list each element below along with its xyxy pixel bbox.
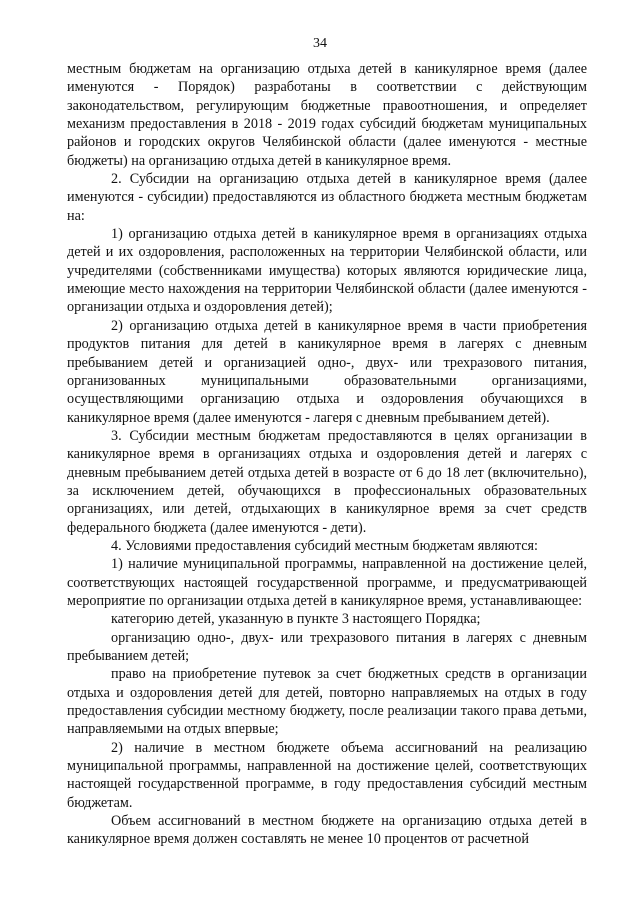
paragraph-allocation-volume: Объем ассигнований в местном бюджете на организацию отдыха детей в каникулярное время должен составлять не менее 10 процентов от расчетной <box>67 813 587 848</box>
paragraph-subitem-2-1: 1) организацию отдыха детей в каникулярное время в организациях отдыха детей и их оздоровления, расположенных на территории Челябинской области, или учредителями (собственниками имущества) которых являются юридические лица, имеющие место нахождения на территории Челябинской области (далее именуются - организации отдыха и оздоровления детей); <box>67 226 587 316</box>
paragraph-category: категорию детей, указанную в пункте 3 настоящего Порядка; <box>111 611 481 628</box>
paragraph-subitem-4-1: 1) наличие муниципальной программы, направленной на достижение целей, соответствующих настоящей государственной программе, и предусматривающей мероприятие по организации отдыха детей в каникулярное время, устанавливающее: <box>67 556 587 609</box>
paragraph-vouchers: право на приобретение путевок за счет бюджетных средств в организации отдыха и оздоровления детей для детей, повторно направляемых на отдых в году предоставления субсидии местному бюджету, после реализации такого права детьми, направляемыми на отдых впервые; <box>67 666 587 738</box>
paragraph-subitem-2-2: 2) организацию отдыха детей в каникулярное время в части приобретения продуктов питания для детей в каникулярное время в лагерях с дневным пребыванием детей и организацией одно-, двух- или трехразового питания, организованных муниципальными образовательными организациями, осуществляющими организацию отдыха и оздоровления обучающихся в каникулярное время (далее именуются - лагеря с дневным пребыванием детей). <box>67 317 587 426</box>
paragraph-intro: местным бюджетам на организацию отдыха детей в каникулярное время (далее именуются - Порядок) разработаны в соответствии с действующим законодательством, регулирующим бюджетные правоотношения, и определяет механизм предоставления в 2018 - 2019 годах субсидий бюджетам муниципальных районов и городских округов Челябинской области (далее именуются - местные бюджеты) на организацию отдыха детей в каникулярное время. <box>67 61 587 169</box>
paragraph-item-4: 4. Условиями предоставления субсидий местным бюджетам являются: <box>111 537 538 554</box>
paragraph-item-3: 3. Субсидии местным бюджетам предоставляются в целях организации в каникулярное время в организациях отдыха и оздоровления детей и лагерях с дневным пребыванием детей отдыха детей в возрасте от 6 до 18 лет (включительно), за исключением детей, обучающихся в профессиональных образовательных организациях, или детей, отдыхающих в каникулярное время за счет средств федерального бюджета (далее именуются - дети). <box>67 427 587 536</box>
paragraph-item-2: 2. Субсидии на организацию отдыха детей в каникулярное время (далее именуются - субсидии) предоставляются из областного бюджета местным бюджетам на: <box>67 171 587 224</box>
paragraph-meals: организацию одно-, двух- или трехразового питания в лагерях с дневным пребыванием детей; <box>67 629 587 664</box>
document-body <box>67 60 587 849</box>
page-number: 34 <box>313 36 327 51</box>
paragraph-subitem-4-2: 2) наличие в местном бюджете объема ассигнований на реализацию муниципальной программы, направленной на достижение целей, соответствующих настоящей государственной программе, в году предоставления субсидий местным бюджетам. <box>67 739 587 811</box>
